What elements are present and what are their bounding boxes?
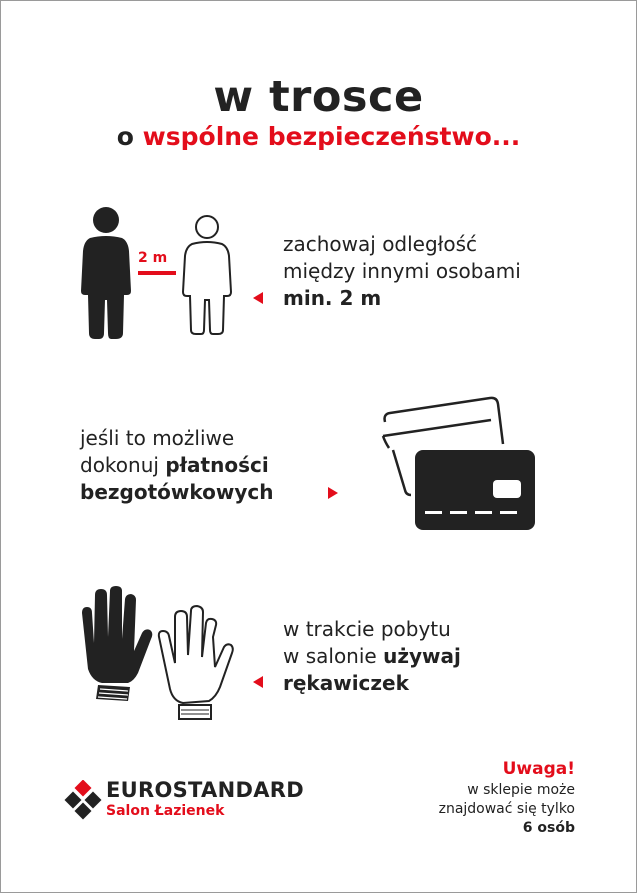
brand-logo-icon xyxy=(63,780,105,822)
distance-label: 2 m xyxy=(138,250,168,266)
distance-line xyxy=(138,271,176,275)
person-outline-icon xyxy=(180,212,234,336)
notice-heading: Uwaga! xyxy=(502,759,575,779)
distance-line-2: między innymi osobami xyxy=(283,259,521,283)
gloves-line-1: w trakcie pobytu xyxy=(283,617,451,641)
gloves-line-2: w salonie używaj xyxy=(283,644,461,668)
brand-name: EUROSTANDARD xyxy=(106,778,304,802)
subtitle-highlight: wspólne bezpieczeństwo... xyxy=(142,122,521,151)
capacity-notice xyxy=(439,757,575,838)
distance-line-3: min. 2 m xyxy=(283,286,382,310)
glove-dark-icon xyxy=(74,585,154,703)
payment-line-2: dokonuj płatności xyxy=(80,453,269,477)
distance-line-1: zachowaj odległość xyxy=(283,232,478,256)
page-subtitle xyxy=(0,122,637,151)
gloves-line-3: rękawiczek xyxy=(283,671,409,695)
person-dark-icon xyxy=(78,205,134,340)
payment-card-icon xyxy=(375,392,540,532)
payment-line-3: bezgotówkowych xyxy=(80,480,274,504)
distance-text xyxy=(283,231,521,312)
brand-tagline: Salon Łazienek xyxy=(106,803,225,819)
pointer-arrow-right xyxy=(328,487,338,499)
notice-line-3: 6 osób xyxy=(522,820,575,836)
glove-outline-icon xyxy=(153,605,235,723)
payment-text xyxy=(80,425,273,506)
notice-line-1: w sklepie może xyxy=(467,782,575,798)
page-title: w trosce xyxy=(213,72,424,122)
notice-line-2: znajdować się tylko xyxy=(438,801,575,817)
pointer-arrow-left xyxy=(253,292,263,304)
payment-line-1: jeśli to możliwe xyxy=(80,426,235,450)
pointer-arrow-left-2 xyxy=(253,676,263,688)
gloves-text xyxy=(283,616,461,697)
subtitle-prefix: o xyxy=(116,122,134,151)
